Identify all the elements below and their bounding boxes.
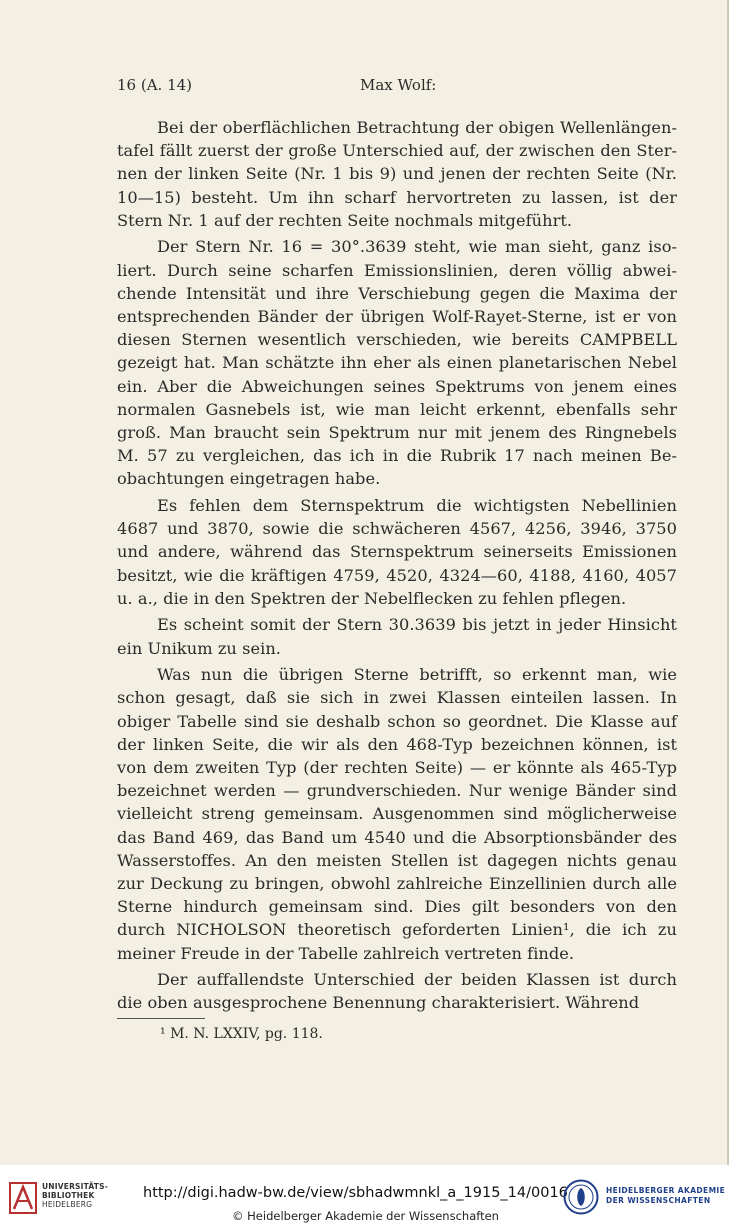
running-author: Max Wolf: — [360, 76, 437, 94]
footnote: ¹ M. N. LXXIV, pg. 118. — [160, 1026, 323, 1042]
copyright-notice: © Heidelberger Akademie der Wissenschaften — [232, 1209, 499, 1223]
main-text — [117, 116, 677, 1018]
paragraph: Der auffallendste Unterschied der beiden Klassen ist durch die oben ausgesprochene Benennung charakterisiert. Während — [117, 970, 677, 1013]
ub-heidelberg-logo-icon — [8, 1179, 38, 1217]
paragraph: Es scheint somit der Stern 30.3639 bis jetzt in jeder Hinsicht ein Unikum zu sein. — [117, 615, 677, 658]
academy-name: HEIDELBERGER AKADEMIE DER WISSENSCHAFTEN — [606, 1186, 726, 1205]
paragraph: Bei der oberflächlichen Betrachtung der obigen Wellenlängentafel fällt zuerst der große Unterschied auf, der zwischen den Sternen der linken Seite (Nr. 1 bis 9) und jenen der rechten Seite (Nr. 10—15) besteht. Um ihn scharf hervortreten zu lassen, ist der Stern Nr. 1 auf der rechten Seite nochmals mitgeführt. — [117, 118, 677, 230]
viewer-footer — [0, 1165, 729, 1226]
page-number: 16 (A. 14) — [117, 76, 193, 94]
library-name: UNIVERSITÄTS- BIBLIOTHEK HEIDELBERG — [42, 1182, 109, 1209]
paragraph: Es fehlen dem Sternspektrum die wichtigsten Nebellinien 4687 und 3870, sowie die schwächeren 4567, 4256, 3946, 3750 und andere, während das Sternspektrum seinerseits Emissionen besitzt, wie die kräftigen 4759, 4520, 4324—60, 4188, 4160, 4057 u. a., die in den Spektren der Nebelflecken zu fehlen pflegen. — [117, 496, 677, 608]
permalink-url[interactable]: http://digi.hadw-bw.de/view/sbhadwmnkl_a_1915_14/0016 — [143, 1185, 568, 1201]
paragraph: Der Stern Nr. 16 = 30°.3639 steht, wie man sieht, ganz isoliert. Durch seine scharfen Emissionslinien, deren völlig abweichende Intensität und ihre Verschiebung gegen die Maxima der entsprechenden Bänder der übrigen Wolf-Rayet-Sterne, ist er von diesen Sternen wesentlich verschieden, wie bereits CAMPBELL gezeigt hat. Man schätzte ihn eher als einen planetarischen Nebel ein. Aber die Abweichungen seines Spektrums von jenem eines normalen Gasnebels ist, wie man leicht erkennt, ebenfalls sehr groß. Man braucht sein Spektrum nur mit jenem des Ringnebels M. 57 zu vergleichen, das ich in die Rubrik 17 nach meinen Beobachtungen eingetragen habe. — [117, 237, 677, 489]
footnote-divider — [117, 1018, 205, 1019]
hadw-seal-icon — [563, 1179, 599, 1215]
paragraph: Was nun die übrigen Sterne betrifft, so erkennt man, wie schon gesagt, daß sie sich in zwei Klassen einteilen lassen. In obiger Tabelle sind sie deshalb schon so geordnet. Die Klasse auf der linken Seite, die wir als den 468-Typ bezeichnen können, ist von dem zweiten Typ (der rechten Seite) — er könnte als 465-Typ bezeichnet werden — grundverschieden. Nur wenige Bänder sind vielleicht streng gemeinsam. Ausgenommen sind möglicherweise das Band 469, das Band um 4540 und die Absorptionsbänder des Wasserstoffes. An den meisten Stellen ist dagegen nichts genau zur Deckung zu bringen, obwohl zahlreiche Einzellinien durch alle Sterne hindurch gemeinsam sind. Dies gilt besonders von den durch NICHOLSON theoretisch geforderten Linien¹, die ich zu meiner Freude in der Tabelle zahlreich vertreten finde. — [117, 665, 677, 963]
running-header — [117, 76, 677, 96]
